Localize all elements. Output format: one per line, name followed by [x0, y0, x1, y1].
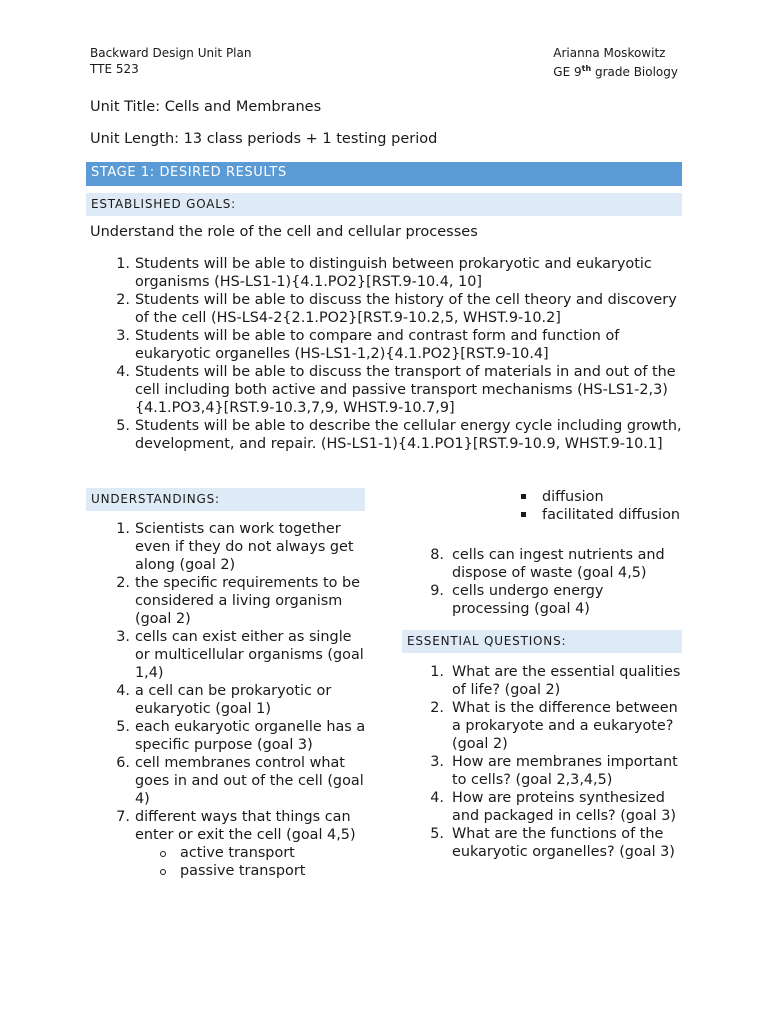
list-item: 2. What is the difference between a prokaryote and a eukaryote? (goal 2) [430, 700, 678, 752]
course-code: TTE 523 [90, 62, 139, 76]
essential-questions-heading: ESSENTIAL QUESTIONS: [402, 630, 682, 653]
circle-bullet-icon [160, 851, 166, 857]
square-bullet-icon [521, 494, 526, 499]
circle-bullet-icon [160, 869, 166, 875]
understandings-list-continued [406, 546, 682, 618]
list-item: 8. cells can ingest nutrients and dispose of waste (goal 4,5) [430, 547, 665, 581]
list-item: 6. cell membranes control what goes in and out of the cell (goal 4) [116, 755, 364, 807]
header-left [90, 45, 251, 77]
list-item: 4. a cell can be prokaryotic or eukaryotic (goal 1) [116, 683, 332, 717]
list-item: 4. How are proteins synthesized and packaged in cells? (goal 3) [430, 790, 676, 824]
list-item: 4. Students will be able to discuss the transport of materials in and out of the cell including both active and passive transport mechanisms (HS-LS1-2,3){4.1.PO3,4}[RST.9-10.3,7,9, WHST.9-10.7,9] [116, 364, 676, 416]
list-item: 5. What are the functions of the eukaryotic organelles? (goal 3) [430, 826, 675, 860]
square-bullet-icon [521, 512, 526, 517]
unit-title: Unit Title: Cells and Membranes [90, 99, 322, 115]
sub-list-item: active transport [135, 844, 370, 862]
list-item: 3. cells can exist either as single or multicellular organisms (goal 1,4) [116, 629, 364, 681]
list-item: 5. Students will be able to describe the cellular energy cycle including growth, development, and repair. (HS-LS1-1){4.1.PO1}[RST.9-10.9, WHST.9-10.1] [116, 418, 682, 452]
list-item: 3. How are membranes important to cells? (goal 2,3,4,5) [430, 754, 678, 788]
understandings-list [90, 520, 370, 880]
list-item: 1. What are the essential qualities of life? (goal 2) [430, 664, 681, 698]
sub-sub-list-item: diffusion [406, 488, 682, 506]
understandings-heading: UNDERSTANDINGS: [86, 488, 365, 511]
grade-subject: GE 9th grade Biology [553, 64, 678, 79]
list-item: 2. the specific requirements to be considered a living organism (goal 2) [116, 575, 361, 627]
list-item: 5. each eukaryotic organelle has a specific purpose (goal 3) [116, 719, 366, 753]
list-item: 1. Students will be able to distinguish between prokaryotic and eukaryotic organisms (HS-LS1-1){4.1.PO2}[RST.9-10.4, 10] [116, 256, 652, 290]
sub-list-item: passive transport [135, 862, 370, 880]
list-item: 3. Students will be able to compare and contrast form and function of eukaryotic organelles (HS-LS1-1,2){4.1.PO2}[RST.9-10.4] [116, 328, 620, 362]
transport-sublist [135, 844, 370, 880]
header-right [553, 45, 678, 80]
sub-sub-list-item: facilitated diffusion [406, 506, 682, 524]
unit-length: Unit Length: 13 class periods + 1 testing period [90, 131, 438, 147]
goals-heading: ESTABLISHED GOALS: [86, 193, 682, 216]
goals-intro: Understand the role of the cell and cellular processes [90, 224, 478, 240]
list-item: 7. different ways that things can enter or exit the cell (goal 4,5) active transport passive transport [90, 808, 370, 880]
stage-heading: STAGE 1: DESIRED RESULTS [86, 162, 682, 186]
essential-questions-list [406, 663, 682, 861]
list-item: 9. cells undergo energy processing (goal 4) [430, 583, 604, 617]
author-name: Arianna Moskowitz [553, 46, 666, 60]
passive-transport-sublist [406, 488, 682, 524]
list-item: 1. Scientists can work together even if they do not always get along (goal 2) [116, 521, 354, 573]
doc-type: Backward Design Unit Plan [90, 46, 252, 60]
list-item: 2. Students will be able to discuss the history of the cell theory and discovery of the cell (HS-LS4-2{2.1.PO2}[RST.9-10.2,5, WHST.9-10.2] [116, 292, 677, 326]
goals-list [90, 255, 682, 453]
